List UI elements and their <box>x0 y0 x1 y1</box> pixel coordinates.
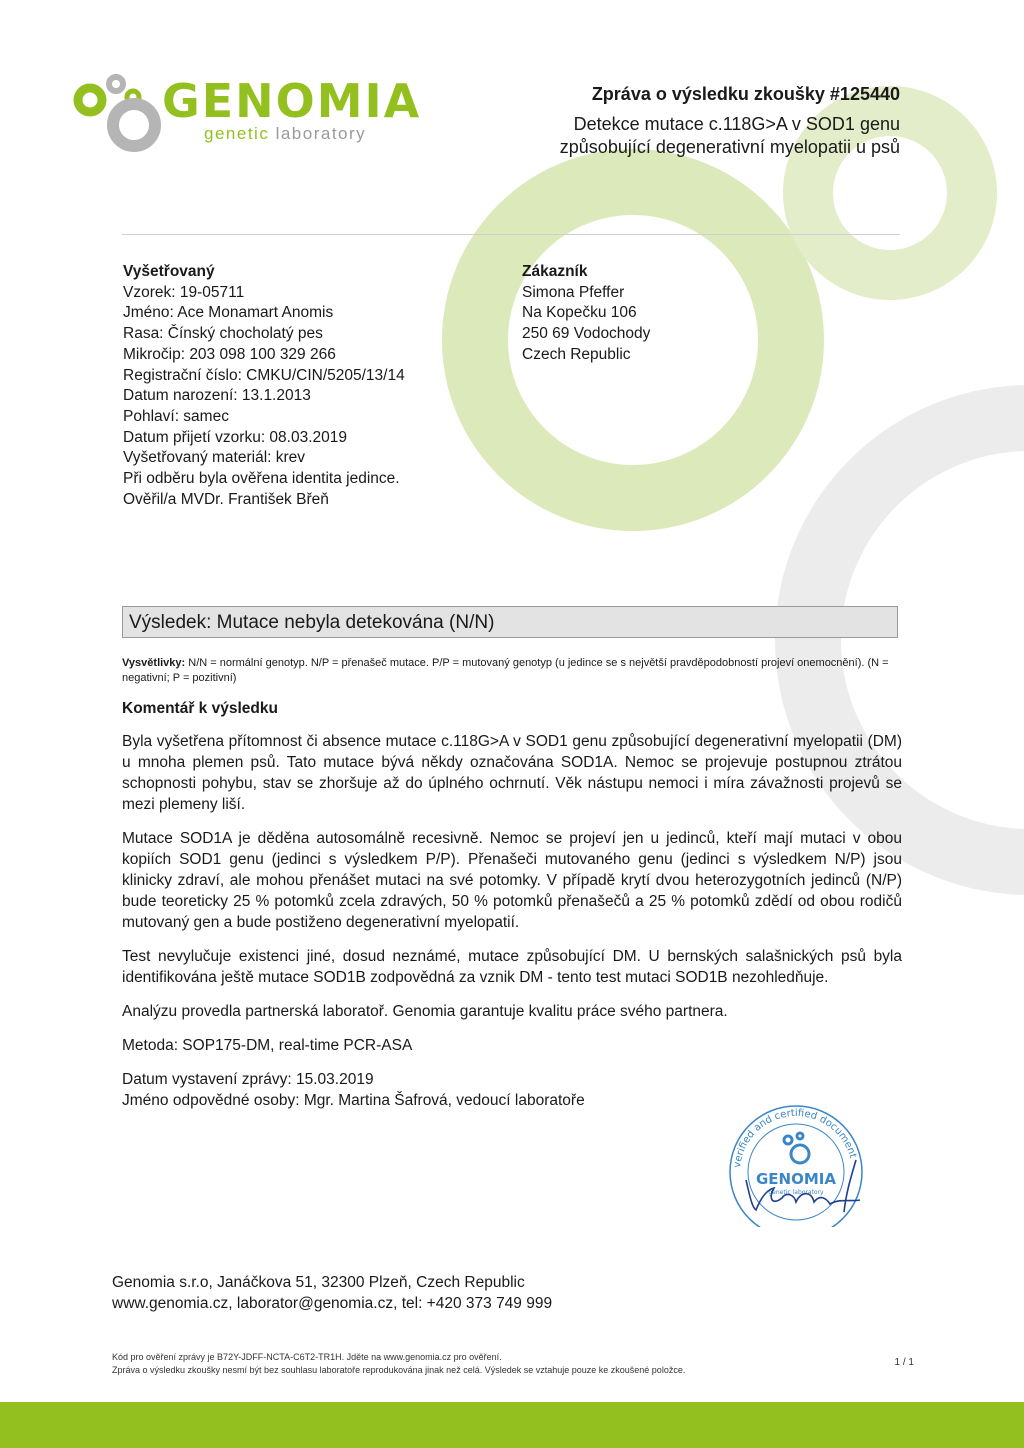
customer-line: Na Kopečku 106 <box>522 304 637 322</box>
patient-line: Datum přijetí vzorku: 08.03.2019 <box>123 428 348 446</box>
logo-wordmark: GENOMIA <box>162 74 422 128</box>
legend-label: Vysvětlivky: <box>122 657 186 669</box>
patient-line: Vzorek: 19-05711 <box>123 283 245 301</box>
page-number: 1 / 1 <box>894 1357 914 1368</box>
footer-address: Genomia s.r.o, Janáčkova 51, 32300 Plzeň, Czech Republic <box>112 1274 525 1291</box>
comment-section <box>122 698 902 1111</box>
header-divider <box>122 234 900 235</box>
method-line: Metoda: SOP175-DM, real-time PCR-ASA <box>122 1037 413 1054</box>
genomia-logo <box>72 70 452 160</box>
verification-code-note: Kód pro ověření zprávy je B72Y-JDFF-NCTA-C6T2-TR1H. Jděte na www.genomia.cz pro ověření. <box>112 1352 502 1362</box>
patient-line: Jméno: Ace Monamart Anomis <box>123 304 334 322</box>
footer-fine-print <box>112 1351 685 1377</box>
customer-line: Simona Pfeffer <box>522 283 625 301</box>
patient-heading: Vyšetřovaný <box>123 263 215 280</box>
svg-text:verified and certified documen <box>732 1108 858 1168</box>
patient-line: Registrační číslo: CMKU/CIN/5205/13/14 <box>123 366 405 384</box>
reproduction-note: Zpráva o výsledku zkoušky nesmí být bez souhlasu laboratoře reprodukována jinak než celá. Výsledek se vztahuje pouze ke zkoušené položce. <box>112 1365 686 1375</box>
stamp-brand: GENOMIA <box>756 1170 836 1188</box>
customer-heading: Zákazník <box>522 263 588 280</box>
report-subtitle-2: způsobující degenerativní myelopatii u psů <box>559 137 900 157</box>
comment-heading: Komentář k výsledku <box>122 700 278 717</box>
customer-line: Czech Republic <box>522 345 631 363</box>
customer-info <box>522 262 650 366</box>
patient-line: Rasa: Čínský chocholatý pes <box>123 325 323 343</box>
patient-line: Mikročip: 203 098 100 329 266 <box>123 345 336 363</box>
customer-line: 250 69 Vodochody <box>522 325 651 343</box>
patient-line: Vyšetřovaný materiál: krev <box>123 449 306 467</box>
logo-circles-icon <box>72 70 162 160</box>
stamp-sub: genetic laboratory <box>768 1189 824 1196</box>
footer-green-bar <box>0 1402 1024 1448</box>
result-box: Výsledek: Mutace nebyla detekována (N/N) <box>122 606 898 638</box>
stamp-circles-icon <box>784 1133 809 1163</box>
footer-contact <box>112 1272 552 1314</box>
report-header <box>560 84 900 159</box>
footer-web-email-phone: www.genomia.cz, laborator@genomia.cz, tel: +420 373 749 999 <box>112 1295 553 1312</box>
comment-paragraph: Test nevylučuje existenci jiné, dosud neznámé, mutace způsobující DM. U bernských salašnických psů byla identifikována ještě mutace SOD1B zodpovědná za vznik DM - tento test mutaci SOD1B nezohledňuje. <box>122 948 902 986</box>
patient-line: Ověřil/a MVDr. František Břeň <box>123 490 329 508</box>
issue-date: Datum vystavení zprávy: 15.03.2019 <box>122 1071 374 1088</box>
comment-paragraph: Analýzu provedla partnerská laboratoř. Genomia garantuje kvalitu práce svého partnera. <box>122 1003 728 1020</box>
patient-line: Při odběru byla ověřena identita jedince. <box>123 470 400 488</box>
stamp-ring-text: verified and certified document <box>732 1107 859 1169</box>
comment-paragraph: Mutace SOD1A je děděna autosomálně recesivně. Nemoc se projeví jen u jedinců, kteří mají mutaci v obou kopiích SOD1 genu (jedinci s výsledkem P/P). Přenašeči mutovaného genu (jedinci s výsledkem N/P) jsou klinicky zdraví, ale mohou přenášet mutaci na své potomky. V případě krytí dvou heterozygotních jedinců (N/P) bude teoreticky 25 % potomků zcela zdravých, 50 % potomků přenašečů a 25 % potomků zdědí od obou rodičů mutovaný gen a bude postiženo degenerativní myelopatií. <box>122 830 902 931</box>
responsible-person: Jméno odpovědné osoby: Mgr. Martina Šafrová, vedoucí laboratoře <box>122 1092 585 1109</box>
legend <box>122 656 902 686</box>
report-subtitle-1: Detekce mutace c.118G>A v SOD1 genu <box>573 114 900 134</box>
logo-tagline-genetic: genetic <box>204 124 270 143</box>
logo-tagline <box>204 124 366 144</box>
patient-info <box>123 262 405 510</box>
patient-line: Datum narození: 13.1.2013 <box>123 387 311 405</box>
certification-stamp <box>716 1102 876 1227</box>
comment-paragraph: Byla vyšetřena přítomnost či absence mutace c.118G>A v SOD1 genu způsobující degenerativní myelopatii (DM) u mnoha plemen psů. Tato mutace bývá někdy označována SOD1A. Nemoc se projevuje postupnou ztrátou schopnosti pohybu, stav se zhoršuje až do úplného ochrnutí. Věk nástupu nemoci i míra závažnosti projevů se mezi plemeny liší. <box>122 733 902 813</box>
legend-text: N/N = normální genotyp. N/P = přenašeč mutace. P/P = mutovaný genotyp (u jedince se s největší pravděpodobností projeví onemocnění). (N = negativní; P = pozitivní) <box>122 657 889 684</box>
logo-tagline-laboratory: laboratory <box>275 124 367 143</box>
report-title: Zpráva o výsledku zkoušky #125440 <box>591 84 900 104</box>
patient-line: Pohlaví: samec <box>123 407 229 425</box>
